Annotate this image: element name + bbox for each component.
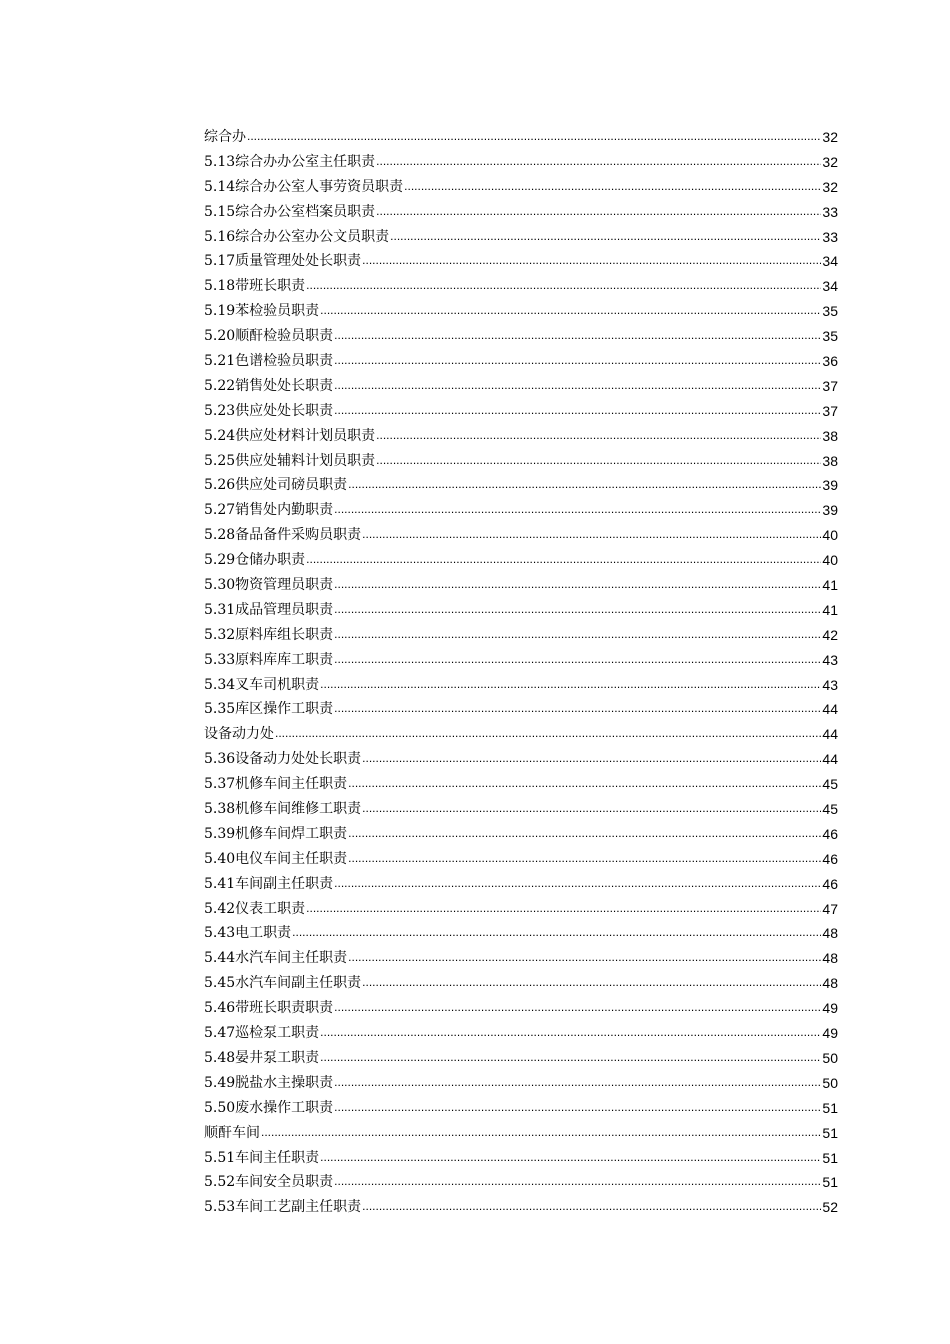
toc-dot-leader [376, 448, 821, 473]
toc-entry-page-number: 37 [822, 377, 838, 394]
toc-entry-page-number: 44 [822, 726, 838, 743]
toc-entry-title: 5.34叉车司机职责 [204, 676, 320, 693]
toc-entry[interactable] [204, 996, 838, 1021]
toc-dot-leader [348, 472, 821, 497]
toc-entry-page-number: 51 [822, 1149, 838, 1166]
toc-entry[interactable] [204, 548, 838, 573]
toc-entry-page-number: 43 [822, 651, 838, 668]
toc-entry[interactable] [204, 225, 838, 250]
toc-entry[interactable] [204, 1021, 838, 1046]
toc-entry-page-number: 50 [822, 1074, 838, 1091]
toc-entry-title: 5.51车间主任职责 [204, 1149, 320, 1166]
toc-entry-title: 5.20顺酐检验员职责 [204, 328, 334, 345]
toc-dot-leader [334, 1095, 821, 1120]
toc-entry-title: 5.22销售处处长职责 [204, 377, 334, 394]
toc-entry-page-number: 39 [822, 502, 838, 519]
toc-entry-page-number: 45 [822, 776, 838, 793]
toc-dot-leader [320, 1045, 821, 1070]
toc-dot-leader [334, 398, 821, 423]
toc-entry-title: 5.27销售处内勤职责 [204, 502, 334, 519]
toc-entry-title: 5.18带班长职责 [204, 278, 306, 295]
toc-entry-page-number: 32 [822, 128, 838, 145]
toc-entry[interactable] [204, 648, 838, 673]
toc-entry[interactable] [204, 175, 838, 200]
toc-entry-page-number: 48 [822, 925, 838, 942]
toc-entry[interactable] [204, 971, 838, 996]
toc-dot-leader [292, 920, 821, 945]
toc-dot-leader [334, 1169, 821, 1194]
toc-dot-leader [362, 1194, 821, 1219]
toc-entry-title: 5.30物资管理员职责 [204, 577, 334, 594]
toc-entry-page-number: 44 [822, 751, 838, 768]
toc-entry-page-number: 32 [822, 178, 838, 195]
toc-entry-page-number: 38 [822, 452, 838, 469]
toc-entry-page-number: 40 [822, 552, 838, 569]
toc-entry-title: 5.50废水操作工职责 [204, 1099, 334, 1116]
toc-entry-page-number: 41 [822, 601, 838, 618]
toc-dot-leader [362, 796, 821, 821]
toc-entry-title: 5.21色谱检验员职责 [204, 353, 334, 369]
toc-entry-page-number: 47 [822, 900, 838, 917]
toc-dot-leader [306, 896, 821, 921]
toc-entry-title: 5.43电工职责 [204, 925, 292, 942]
toc-entry-page-number: 46 [822, 850, 838, 867]
toc-entry-page-number: 34 [822, 253, 838, 270]
toc-dot-leader [362, 746, 821, 771]
toc-entry[interactable] [204, 872, 838, 897]
toc-entry[interactable] [204, 125, 838, 150]
toc-dot-leader [334, 597, 821, 622]
toc-entry-title: 5.36设备动力处处长职责 [204, 751, 362, 768]
toc-entry-title: 5.40电仪车间主任职责 [204, 850, 348, 867]
toc-entry-page-number: 38 [822, 427, 838, 444]
toc-entry-page-number: 50 [822, 1049, 838, 1066]
toc-dot-leader [334, 871, 821, 896]
toc-entry[interactable] [204, 374, 838, 399]
toc-entry[interactable] [204, 1195, 838, 1220]
toc-entry-title: 5.33原料库库工职责 [204, 651, 334, 668]
toc-entry-title: 5.47巡检泵工职责 [204, 1025, 320, 1042]
toc-entry[interactable] [204, 673, 838, 698]
toc-entry[interactable] [204, 598, 838, 623]
toc-entry[interactable] [204, 200, 838, 225]
toc-entry-page-number: 49 [822, 1000, 838, 1017]
toc-entry-title: 5.31成品管理员职责 [204, 601, 334, 618]
toc-entry[interactable] [204, 847, 838, 872]
toc-entry-page-number: 51 [822, 1099, 838, 1116]
toc-entry-title: 5.35库区操作工职责 [204, 701, 334, 718]
toc-entry-title: 5.17质量管理处处长职责 [204, 253, 362, 270]
toc-entry-title: 5.49脱盐水主操职责 [204, 1074, 334, 1091]
toc-dot-leader [404, 174, 821, 199]
toc-entry-page-number: 45 [822, 801, 838, 818]
toc-entry-title: 5.44水汽车间主任职责 [204, 950, 348, 967]
toc-entry-page-number: 48 [822, 975, 838, 992]
toc-entry[interactable] [204, 573, 838, 598]
toc-entry-title: 5.26供应处司磅员职责 [204, 477, 348, 494]
toc-dot-leader [334, 1070, 821, 1095]
toc-entry-title: 5.16综合办公室办公文员职责 [204, 228, 390, 245]
toc-entry-title: 5.14综合办公室人事劳资员职责 [204, 178, 404, 195]
toc-entry-page-number: 32 [822, 153, 838, 170]
toc-entry-title: 5.53车间工艺副主任职责 [204, 1199, 362, 1216]
toc-entry[interactable] [204, 946, 838, 971]
toc-entry[interactable] [204, 1146, 838, 1171]
toc-dot-leader [306, 273, 821, 298]
toc-dot-leader [334, 696, 821, 721]
toc-entry[interactable] [204, 1096, 838, 1121]
toc-dot-leader [390, 224, 821, 249]
toc-entry-title: 5.52车间安全员职责 [204, 1174, 334, 1191]
toc-entry-page-number: 41 [822, 577, 838, 594]
toc-entry[interactable] [204, 697, 838, 722]
toc-entry[interactable] [204, 399, 838, 424]
toc-dot-leader [320, 1020, 821, 1045]
toc-dot-leader [334, 373, 821, 398]
toc-dot-leader [362, 248, 821, 273]
toc-entry-page-number: 51 [822, 1174, 838, 1191]
toc-dot-leader [362, 522, 821, 547]
toc-entry-page-number: 39 [822, 477, 838, 494]
toc-entry[interactable] [204, 623, 838, 648]
toc-dot-leader [334, 995, 821, 1020]
toc-dot-leader [334, 348, 821, 373]
toc-entry[interactable] [204, 498, 838, 523]
toc-entry-page-number: 42 [822, 626, 838, 643]
toc-dot-leader [348, 771, 821, 796]
toc-entry[interactable] [204, 797, 838, 822]
toc-entry-title: 5.46带班长职责职责 [204, 1000, 334, 1017]
toc-entry-page-number: 46 [822, 875, 838, 892]
toc-entry-page-number: 36 [822, 353, 838, 369]
toc-entry-page-number: 43 [822, 676, 838, 693]
toc-entry-title: 5.45水汽车间副主任职责 [204, 975, 362, 992]
toc-entry[interactable] [204, 299, 838, 324]
toc-entry[interactable] [204, 772, 838, 797]
toc-entry-page-number: 48 [822, 950, 838, 967]
toc-dot-leader [334, 497, 821, 522]
toc-entry-page-number: 40 [822, 527, 838, 544]
toc-entry-title: 5.42仪表工职责 [204, 900, 306, 917]
toc-dot-leader [376, 423, 821, 448]
toc-entry[interactable] [204, 473, 838, 498]
toc-entry[interactable] [204, 922, 838, 947]
toc-entry[interactable] [204, 1170, 838, 1195]
toc-entry[interactable] [204, 1046, 838, 1071]
toc-dot-leader [275, 721, 821, 746]
toc-entry-title: 5.41车间副主任职责 [204, 875, 334, 892]
toc-entry-title: 5.28备品备件采购员职责 [204, 527, 362, 544]
toc-dot-leader [376, 199, 821, 224]
toc-dot-leader [334, 323, 821, 348]
toc-entry[interactable] [204, 747, 838, 772]
toc-dot-leader [320, 672, 821, 697]
toc-entry[interactable] [204, 523, 838, 548]
toc-entry-title: 顺酐车间 [204, 1124, 260, 1141]
toc-entry-title: 设备动力处 [204, 726, 274, 743]
toc-entry-title: 5.38机修车间维修工职责 [204, 801, 362, 818]
toc-entry[interactable] [204, 1071, 838, 1096]
toc-entry-title: 5.29仓储办职责 [204, 552, 306, 569]
toc-entry[interactable] [204, 349, 838, 374]
toc-entry[interactable] [204, 324, 838, 349]
toc-entry[interactable] [204, 1121, 838, 1146]
toc-entry-title: 5.19苯检验员职责 [204, 303, 320, 320]
toc-entry[interactable] [204, 274, 838, 299]
toc-entry-title: 5.48晏井泵工职责 [204, 1049, 320, 1066]
toc-dot-leader [261, 1120, 821, 1145]
toc-entry-page-number: 35 [822, 328, 838, 345]
toc-entry-page-number: 33 [822, 228, 838, 245]
toc-entry[interactable] [204, 449, 838, 474]
toc-entry-title: 5.32原料库组长职责 [204, 626, 334, 643]
toc-entry[interactable] [204, 424, 838, 449]
toc-dot-leader [348, 945, 821, 970]
toc-entry-page-number: 35 [822, 303, 838, 320]
toc-entry[interactable] [204, 822, 838, 847]
toc-entry-page-number: 37 [822, 402, 838, 419]
toc-entry-title: 综合办 [204, 128, 246, 145]
toc-dot-leader [334, 647, 821, 672]
toc-entry-page-number: 51 [822, 1124, 838, 1141]
toc-entry-page-number: 33 [822, 203, 838, 220]
toc-entry[interactable] [204, 897, 838, 922]
toc-entry-title: 5.39机修车间焊工职责 [204, 825, 348, 842]
toc-dot-leader [320, 1145, 821, 1170]
toc-dot-leader [362, 970, 821, 995]
toc-entry-page-number: 34 [822, 278, 838, 295]
toc-entry-page-number: 44 [822, 701, 838, 718]
toc-dot-leader [334, 622, 821, 647]
toc-entry[interactable] [204, 150, 838, 175]
toc-entry-page-number: 52 [822, 1199, 838, 1216]
toc-dot-leader [334, 572, 821, 597]
toc-entry-title: 5.23供应处处长职责 [204, 402, 334, 419]
toc-entry-title: 5.24供应处材料计划员职责 [204, 427, 376, 444]
toc-entry-title: 5.25供应处辅料计划员职责 [204, 452, 376, 469]
toc-entry[interactable] [204, 722, 838, 747]
toc-dot-leader [376, 149, 821, 174]
toc-entry-title: 5.13综合办办公室主任职责 [204, 153, 376, 170]
toc-entry-page-number: 46 [822, 825, 838, 842]
toc-entry[interactable] [204, 249, 838, 274]
toc-entry-page-number: 49 [822, 1025, 838, 1042]
toc-dot-leader [348, 846, 821, 871]
table-of-contents [204, 125, 838, 1220]
toc-dot-leader [247, 124, 821, 149]
toc-dot-leader [320, 298, 821, 323]
toc-entry-title: 5.37机修车间主任职责 [204, 776, 348, 793]
toc-entry-title: 5.15综合办公室档案员职责 [204, 203, 376, 220]
toc-dot-leader [306, 547, 821, 572]
toc-dot-leader [348, 821, 821, 846]
